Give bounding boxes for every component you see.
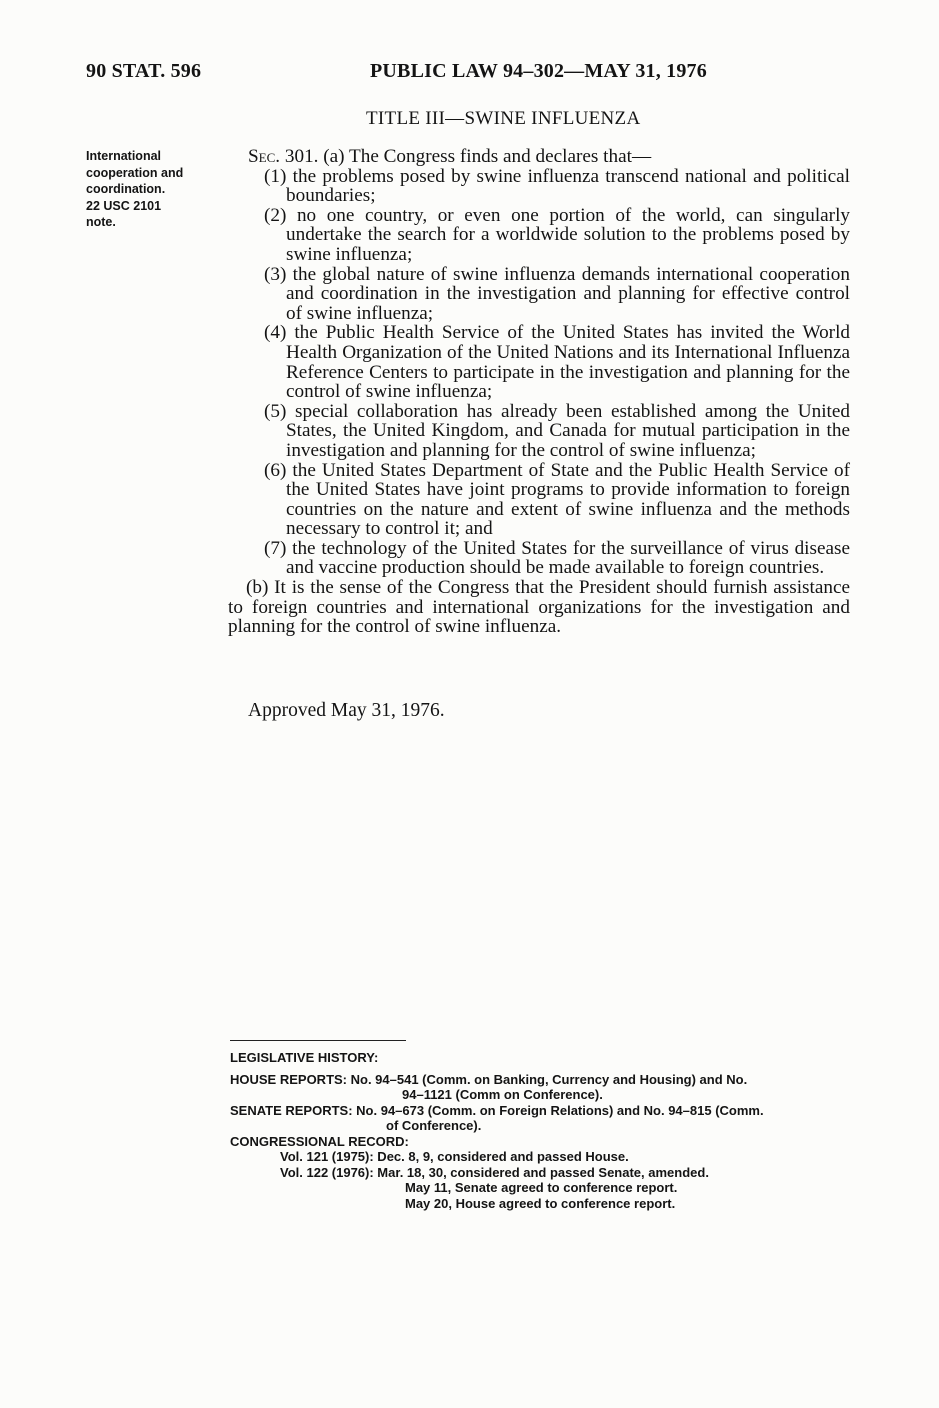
finding-item (208, 323, 850, 401)
finding-item (208, 265, 850, 324)
legislative-history (230, 1050, 860, 1211)
history-line: Vol. 121 (1975): Dec. 8, 9, considered and passed House. (280, 1149, 629, 1164)
history-line: SENATE REPORTS: No. 94–673 (Comm. on Foreign Relations) and No. 94–815 (Comm. (230, 1102, 764, 1118)
title-heading: TITLE III—SWINE INFLUENZA (366, 108, 641, 129)
subsection-b: (b) It is the sense of the Congress that the President should furnish assistance to foreign countries and international organizations for the investigation and planning for the control of swine influenza. (228, 577, 850, 638)
margin-note-line: note. (86, 215, 116, 229)
section-intro-text: 301. (a) The Congress finds and declares that— (280, 146, 652, 167)
history-line: May 20, House agreed to conference report. (405, 1195, 676, 1211)
finding-text: (1) the problems posed by swine influenza transcend national and political boundaries; (264, 165, 850, 207)
finding-item (208, 461, 850, 539)
stat-page-number: 90 STAT. 596 (86, 60, 202, 82)
approval-date: Approved May 31, 1976. (248, 700, 445, 721)
history-line: 94–1121 (Comm on Conference). (402, 1087, 603, 1102)
section-body (228, 147, 850, 637)
history-line: CONGRESSIONAL RECORD: (230, 1133, 409, 1149)
section-intro (228, 147, 850, 167)
margin-note-line: International (86, 149, 162, 163)
margin-note-line: cooperation and (86, 165, 184, 180)
history-line: May 11, Senate agreed to conference report. (405, 1180, 678, 1195)
history-line: HOUSE REPORTS: No. 94–541 (Comm. on Banking, Currency and Housing) and No. (230, 1071, 748, 1087)
finding-item (208, 167, 850, 206)
finding-item (208, 539, 850, 578)
finding-text: (2) no one country, or even one portion of the world, can singularly undertake the search for a worldwide solution to the problems posed by swine influenza; (264, 204, 850, 265)
margin-note (86, 148, 216, 231)
running-header: PUBLIC LAW 94–302—MAY 31, 1976 (370, 60, 707, 82)
margin-note-line: coordination. (86, 182, 166, 196)
divider-rule (230, 1040, 406, 1041)
finding-text: (4) the Public Health Service of the United States has invited the World Health Organization of the United Nations and its International Influenza Reference Centers to participate in the investigation and planning for the control of swine influenza; (264, 322, 850, 403)
margin-note-line: 22 USC 2101 (86, 198, 162, 213)
finding-text: (7) the technology of the United States for the surveillance of virus disease and vaccine production should be made available to foreign countries. (264, 537, 850, 579)
finding-text: (6) the United States Department of State and the Public Health Service of the United States have joint programs to provide information to foreign countries on the nature and extent of swine influenza and the methods necessary to control it; and (264, 459, 850, 540)
finding-text: (3) the global nature of swine influenza demands international cooperation and coordination in the investigation and planning for effective control of swine influenza; (264, 263, 850, 324)
history-line: of Conference). (386, 1118, 482, 1133)
section-label: Sec. (248, 146, 281, 167)
legislative-history-heading: LEGISLATIVE HISTORY: (230, 1050, 379, 1065)
finding-text: (5) special collaboration has already been established among the United States, the United Kingdom, and Canada for mutual participation in the investigation and planning for the control of swine influenza; (264, 400, 850, 461)
finding-item (208, 206, 850, 265)
finding-item (208, 402, 850, 461)
history-line: Vol. 122 (1976): Mar. 18, 30, considered and passed Senate, amended. (280, 1164, 709, 1180)
